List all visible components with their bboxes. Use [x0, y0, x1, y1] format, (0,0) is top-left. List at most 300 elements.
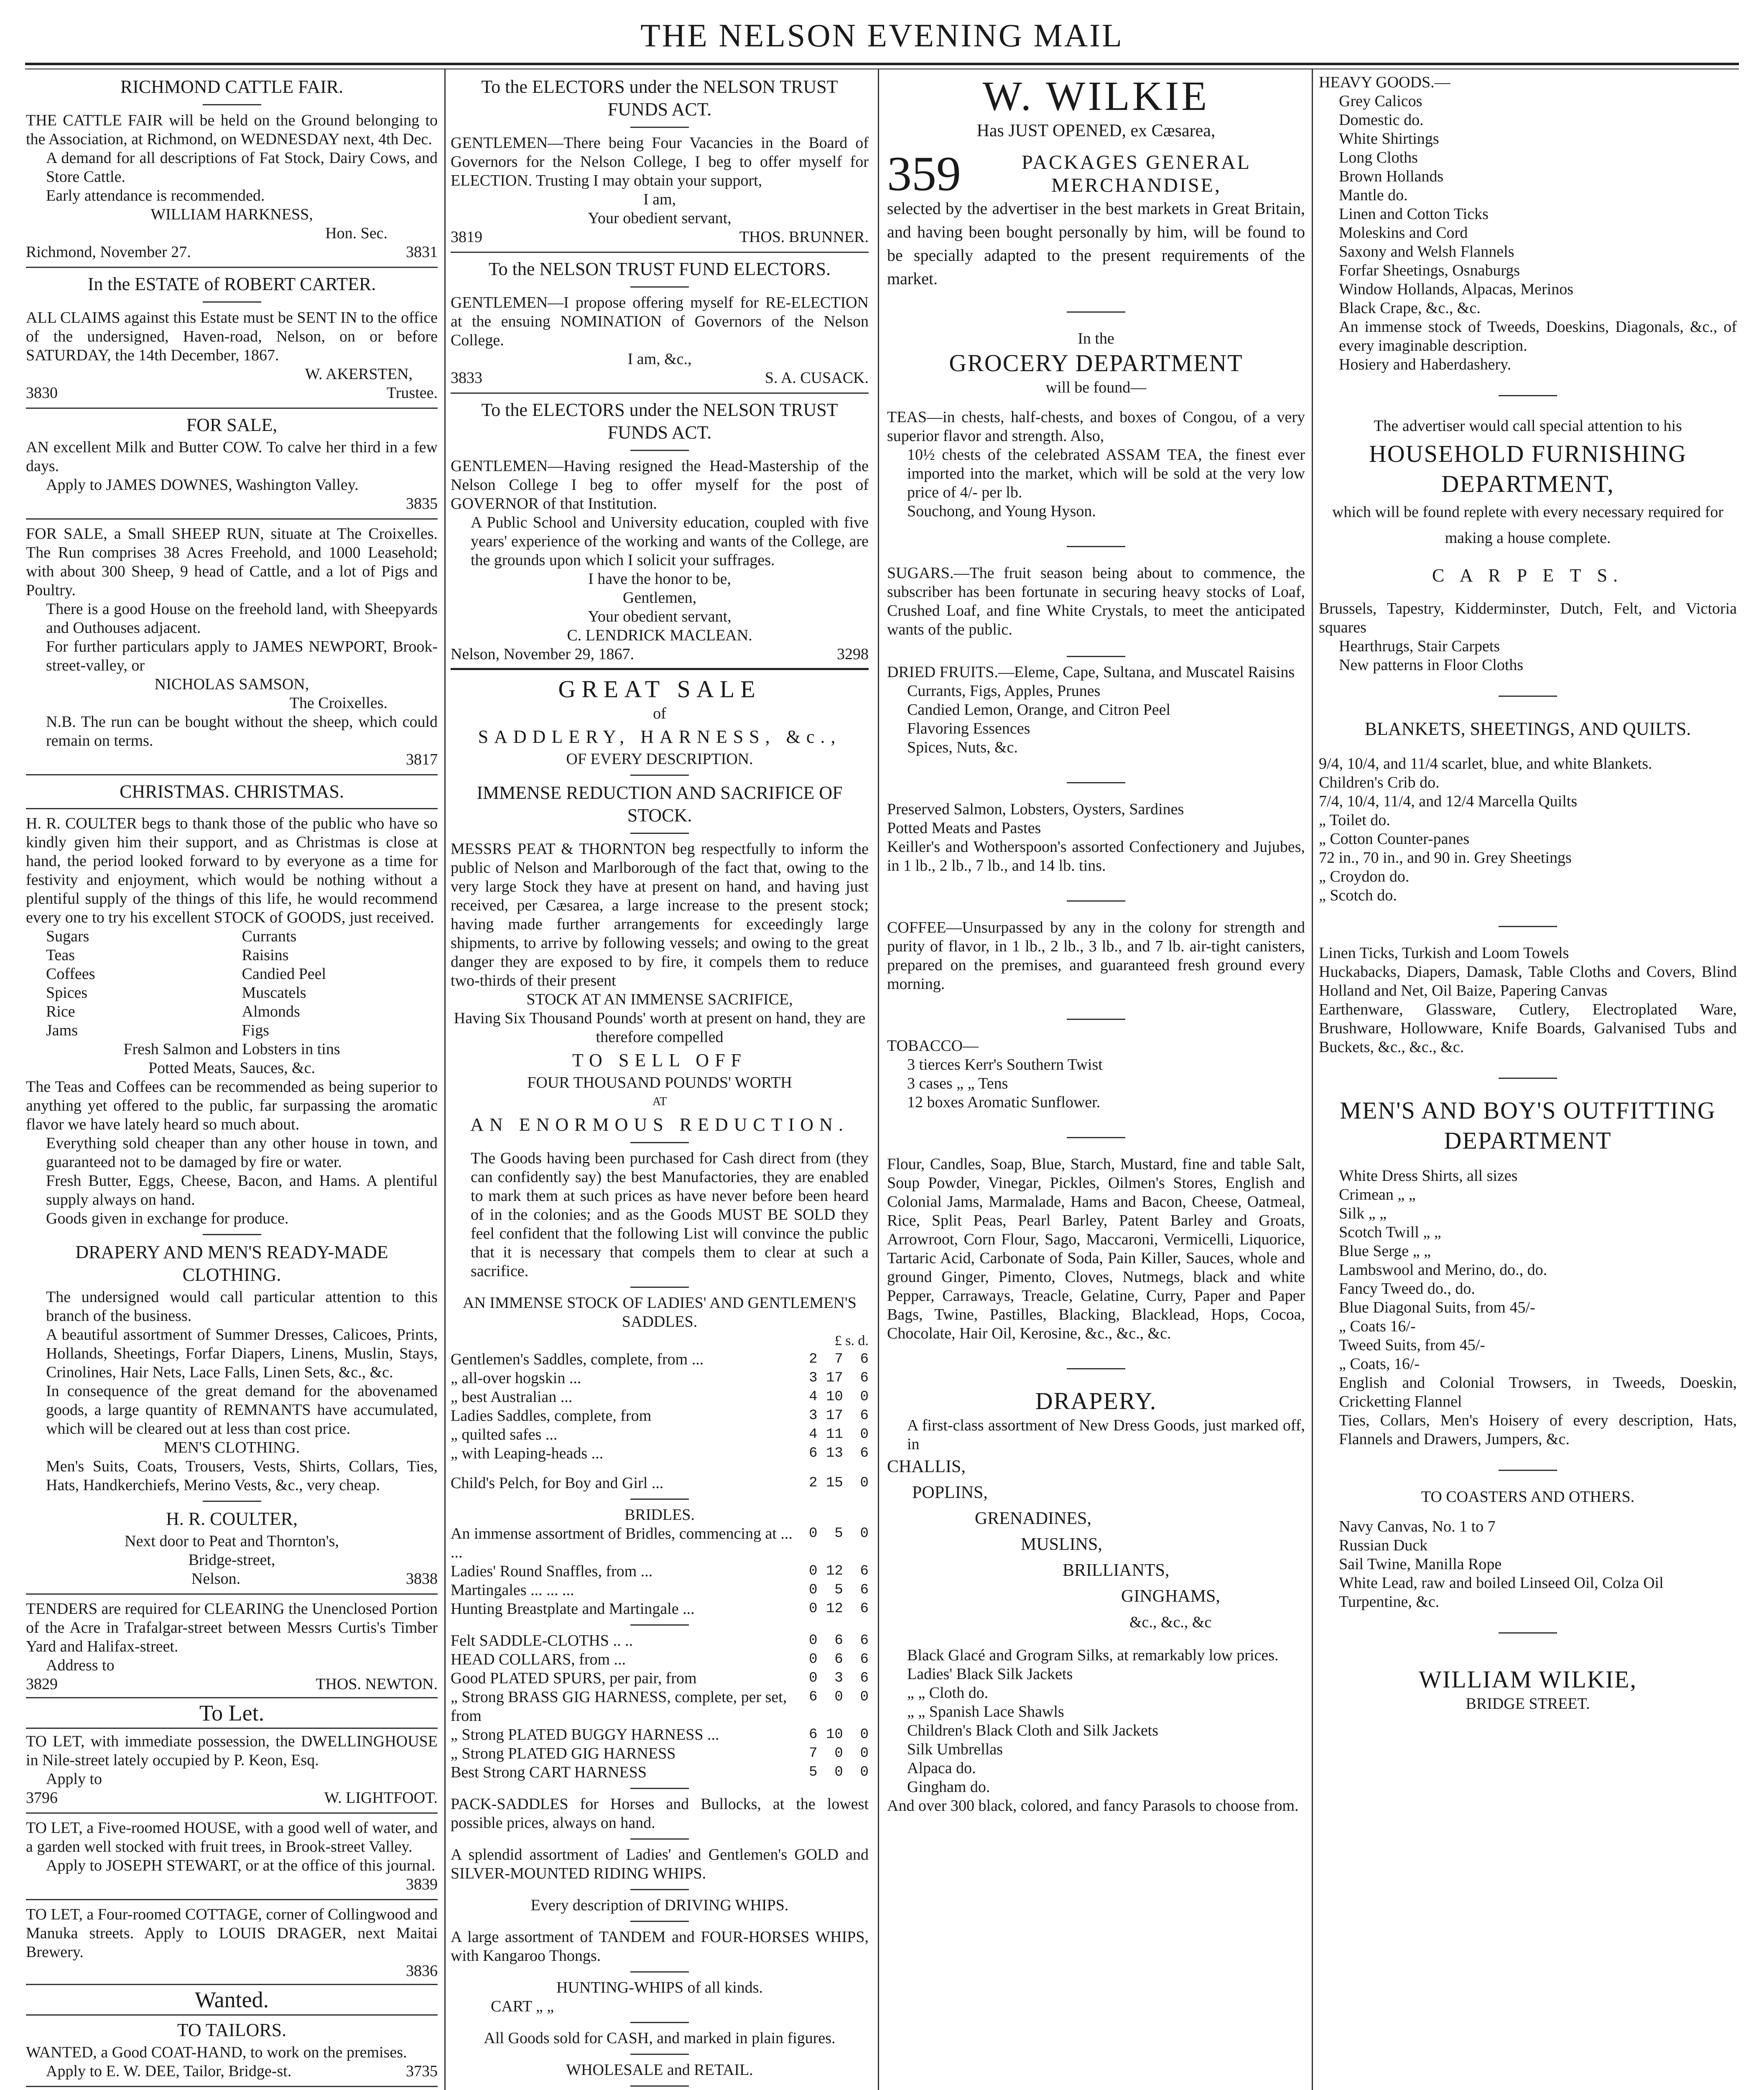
- price-label: „ with Leaping-heads ...: [451, 1445, 604, 1462]
- goods-item: Figs: [242, 1022, 269, 1039]
- ad-body: The Teas and Coffees can be recommended as being superior to anything yet offered to the public, far surpassing the aromatic flavor we have lately heard so much about.: [26, 1078, 438, 1133]
- fabric-item: MUSLINS,: [1021, 1535, 1102, 1554]
- price-amount: 2 7 6: [809, 1351, 869, 1367]
- price-amount: 7 0 0: [809, 1746, 869, 1761]
- ad-body: A first-class assortment of New Dress Goods, just marked off, in: [907, 1417, 1305, 1453]
- ad-number: 3833: [451, 369, 482, 387]
- section-heading-wanted: Wanted.: [26, 1984, 438, 2016]
- ad-subtitle: BRIDLES.: [625, 1506, 695, 1524]
- ad-number: 3839: [406, 1876, 438, 1893]
- list-item: Russian Duck: [1339, 1537, 1428, 1554]
- list-item: 12 boxes Aromatic Sunflower.: [907, 1093, 1101, 1111]
- price-row: [451, 1388, 869, 1407]
- list-item: Ties, Collars, Men's Hoisery of every description, Hats, Flannels and Drawers, Jumpers, &c.: [1339, 1412, 1737, 1448]
- ad-subtitle: OF EVERY DESCRIPTION.: [566, 750, 753, 768]
- price-row: [451, 1524, 869, 1562]
- harness-price-list: [451, 1631, 869, 1782]
- list-item: Hearthrugs, Stair Carpets: [1339, 637, 1500, 655]
- price-row: [451, 1407, 869, 1425]
- department-heading-heavy-goods: HEAVY GOODS.—: [1319, 74, 1450, 91]
- list-item: Fancy Tweed do., do.: [1339, 1280, 1475, 1297]
- goods-item: Muscatels: [242, 984, 306, 1002]
- list-item: 9/4, 10/4, and 11/4 scarlet, blue, and white Blankets.: [1319, 755, 1652, 772]
- ad-body: WANTED, a Good COAT-HAND, to work on the premises.: [26, 2044, 407, 2061]
- ad-number: 3836: [406, 1962, 438, 1980]
- ad-to-let-2: [26, 1819, 438, 1894]
- column-divider: [1312, 69, 1313, 2090]
- package-count: 359: [887, 151, 961, 197]
- heavy-goods-list: [1319, 92, 1737, 374]
- column-4: [1319, 73, 1737, 2090]
- ad-body: Everything sold cheaper than any other house in town, and guaranteed not to be damaged by fire or water.: [46, 1134, 438, 1171]
- ad-body: The advertiser would call special attention to his: [1374, 417, 1682, 435]
- ad-signature: NICHOLAS SAMSON,: [154, 675, 309, 693]
- ad-title: To the ELECTORS under the NELSON TRUST FUNDS ACT.: [481, 400, 838, 443]
- preserved-goods-list: [887, 800, 1305, 875]
- price-currency-header: £ s. d.: [834, 1333, 869, 1348]
- ad-body: ALL CLAIMS against this Estate must be SENT IN to the office of the undersigned, Haven-road, Nelson, on or before SATURDAY, the 14th December, 1867.: [26, 309, 438, 364]
- ad-body: Every description of DRIVING WHIPS.: [530, 1896, 789, 1914]
- department-heading-grocery: GROCERY DEPARTMENT: [949, 349, 1243, 377]
- price-amount: 5 0 0: [809, 1764, 869, 1780]
- list-item: An immense stock of Tweeds, Doeskins, Diagonals, &c., of every imaginable description.: [1339, 318, 1737, 354]
- ad-closing: Your obedient servant,: [588, 209, 732, 227]
- ad-closing: I have the honor to be,: [588, 570, 731, 588]
- list-item: „ Croydon do.: [1319, 868, 1410, 885]
- grocery-sugars: SUGARS.—The fruit season being about to commence, the subscriber has been fortunate in securing heavy stocks of Loaf, Crushed Loaf, and fine White Crystals, to meet the anticipated wants of the public.: [887, 564, 1305, 638]
- goods-item: Sugars: [46, 928, 89, 945]
- price-label: Good PLATED SPURS, per pair, from: [451, 1669, 697, 1687]
- ad-body: Black Glacé and Grogram Silks, at remarkably low prices.: [907, 1647, 1279, 1664]
- ad-body: Apply to JOSEPH STEWART, or at the office of this journal.: [46, 1857, 436, 1874]
- tobacco-list: [887, 1055, 1305, 1112]
- ad-body: selected by the advertiser in the best markets in Great Britain, and having been bought personally by him, will be found to be specially adapted to the present requirements of the market.: [887, 199, 1305, 288]
- list-item: White Lead, raw and boiled Linseed Oil, Colza Oil: [1339, 1574, 1664, 1592]
- price-amount: 2 15 0: [809, 1475, 869, 1491]
- ad-body: A large assortment of TANDEM and FOUR-HORSES WHIPS, with Kangaroo Thongs.: [451, 1928, 869, 1965]
- list-item: Huckabacks, Diapers, Damask, Table Cloths and Covers, Blind Holland and Net, Oil Baize, Papering Canvas: [1319, 963, 1737, 999]
- price-amount: 6 0 0: [809, 1689, 869, 1705]
- ad-body: Men's Suits, Coats, Trousers, Vests, Shirts, Collars, Ties, Hats, Handkerchiefs, Merino Vests, &c., very cheap.: [46, 1458, 438, 1494]
- list-item: Long Cloths: [1339, 149, 1418, 166]
- price-row: [451, 1600, 869, 1618]
- list-item: „ „ Spanish Lace Shawls: [907, 1703, 1064, 1720]
- list-item: Silk „ „: [1339, 1205, 1387, 1222]
- ad-body: WHOLESALE and RETAIL.: [566, 2061, 753, 2079]
- list-item: 72 in., 70 in., and 90 in. Grey Sheetings: [1319, 849, 1572, 867]
- ad-number: 3735: [406, 2062, 438, 2080]
- ad-body: Address to: [46, 1657, 115, 1674]
- goods-item: Jams: [46, 1022, 78, 1039]
- ad-body: Goods given in exchange for produce.: [46, 1210, 289, 1227]
- ad-emphasis: AN ENORMOUS REDUCTION.: [470, 1114, 849, 1135]
- masthead-rule: [25, 63, 1739, 69]
- list-item: Flavoring Essences: [907, 720, 1030, 737]
- price-row: [451, 1763, 869, 1782]
- carpets-list: [1319, 637, 1737, 675]
- blankets-list: [1319, 754, 1737, 905]
- ad-date: Richmond, November 27.: [26, 243, 191, 261]
- list-item: English and Colonial Trowsers, in Tweeds, Doeskin, Cricketting Flannel: [1339, 1374, 1737, 1410]
- column-1: [26, 73, 438, 2090]
- column-divider: [878, 69, 879, 2090]
- price-label: Felt SADDLE-CLOTHS .. ..: [451, 1632, 633, 1649]
- ad-body: GENTLEMEN—I propose offering myself for RE-ELECTION at the ensuing NOMINATION of Governors of the Nelson College.: [451, 294, 869, 349]
- price-row: [451, 1631, 869, 1650]
- ad-role: Trustee.: [386, 384, 438, 402]
- grocery-teas: TEAS—in chests, half-chests, and boxes of Congou, of a very superior flavor and strength. Also,: [887, 408, 1305, 445]
- list-item: New patterns in Floor Cloths: [1339, 656, 1524, 674]
- ad-body: All Goods sold for CASH, and marked in plain figures.: [484, 2029, 836, 2047]
- ad-body: There is a good House on the freehold land, with Sheepyards and Outhouses adjacent.: [46, 600, 438, 637]
- list-item: Saxony and Welsh Flannels: [1339, 243, 1514, 260]
- section-heading-to-let: To Let.: [26, 1697, 438, 1729]
- price-row: [451, 1581, 869, 1600]
- price-row: [451, 1744, 869, 1763]
- price-label: Ladies Saddles, complete, from: [451, 1407, 652, 1425]
- list-item: „ Coats 16/-: [1339, 1318, 1416, 1335]
- carpets-items: Brussels, Tapestry, Kidderminster, Dutch, Felt, and Victoria squares: [1319, 600, 1737, 636]
- ad-body: A splendid assortment of Ladies' and Gentlemen's GOLD and SILVER-MOUNTED RIDING WHIPS.: [451, 1846, 869, 1882]
- list-item: Hosiery and Haberdashery.: [1339, 356, 1512, 373]
- price-amount: 0 12 6: [809, 1563, 869, 1579]
- list-item: White Shirtings: [1339, 130, 1439, 148]
- ad-body: PACK-SADDLES for Horses and Bullocks, at the lowest possible prices, always on hand.: [451, 1795, 869, 1832]
- ad-signature: WILLIAM HARKNESS,: [150, 206, 313, 223]
- list-item: 7/4, 10/4, 11/4, and 12/4 Marcella Quilts: [1319, 793, 1578, 810]
- ad-christmas: [26, 780, 438, 1228]
- list-item: Spices, Nuts, &c.: [907, 739, 1018, 756]
- grocery-teas: Souchong, and Young Hyson.: [907, 502, 1096, 520]
- list-item: Black Crape, &c., &c.: [1339, 299, 1481, 317]
- ad-body: TENDERS are required for CLEARING the Unenclosed Portion of the Acre in Trafalgar-street between Messrs Curtis's Timber Yard and Halifax-street.: [26, 1600, 438, 1655]
- ad-body: TO LET, a Five-roomed HOUSE, with a good well of water, and a garden well stocked with fruit trees, in Brook-street Valley.: [26, 1819, 438, 1856]
- ad-election-cusack: [451, 258, 869, 387]
- price-row: [451, 1688, 869, 1726]
- section-heading-carpets: C A R P E T S.: [1432, 565, 1624, 586]
- price-amount: 0 6 6: [809, 1652, 869, 1667]
- price-row: [451, 1562, 869, 1581]
- department-heading-drapery: DRAPERY.: [1035, 1387, 1157, 1415]
- ad-body: A demand for all descriptions of Fat Stock, Dairy Cows, and Store Cattle.: [46, 149, 438, 186]
- ad-great-sale: [451, 674, 869, 2090]
- price-amount: 0 6 6: [809, 1633, 869, 1649]
- goods-line: Potted Meats, Sauces, &c.: [148, 1059, 315, 1077]
- price-amount: 6 10 0: [809, 1727, 869, 1743]
- fabric-item: POPLINS,: [912, 1483, 988, 1502]
- goods-item: Almonds: [242, 1003, 300, 1020]
- fabric-item: &c., &c., &c: [1129, 1613, 1212, 1631]
- goods-item: Candied Peel: [242, 965, 326, 983]
- price-label: „ Strong BRASS GIG HARNESS, complete, per set, from: [451, 1688, 787, 1725]
- list-item: Blue Serge „ „: [1339, 1242, 1431, 1260]
- ad-body: Apply to JAMES DOWNES, Washington Valley.: [46, 476, 359, 494]
- ad-title: To the NELSON TRUST FUND ELECTORS.: [488, 259, 831, 279]
- list-item: Scotch Twill „ „: [1339, 1223, 1441, 1241]
- ad-body: FOR SALE, a Small SHEEP RUN, situate at The Croixelles. The Run comprises 38 Acres Freehold, and 1000 Leasehold; with about 300 Sheep, 9 head of Cattle, and a lot of Pigs and Poultry.: [26, 525, 438, 599]
- advertiser-address: BRIDGE STREET.: [1466, 1695, 1590, 1713]
- grocery-general: Flour, Candles, Soap, Blue, Starch, Mustard, fine and table Salt, Soup Powder, Vinegar, Pickles, Oilmen's Stores, English and Colonial Jams, Marmalade, Hams and Bacon, Cheese, Oatmeal, Rice, Split Peas, Pearl Barley, Patent Barley and Groats, Arrowroot, Corn Flour, Sago, Maccaroni, Vermicelli, Liquorice, Tartaric Acid, Carbonate of Soda, Pain Killer, Sauces, whole and ground Ginger, Pimento, Cloves, Nutmegs, black and white Pepper, Carraways, Treacle, Gelatine, Curry, Paper and Paper Bags, Twine, Pastilles, Blacking, Blacklead, Hops, Cocoa, Chocolate, Hair Oil, Kerosine, &c., &c., &c.: [887, 1155, 1305, 1342]
- ad-body: In consequence of the great demand for the abovenamed goods, a large quantity of REMNANTS have accumulated, which will be cleared out at less than cost price.: [46, 1382, 438, 1438]
- price-row: [451, 1726, 869, 1744]
- ad-body: HUNTING-WHIPS of all kinds.: [556, 1979, 763, 1996]
- ad-number: 3819: [451, 228, 482, 246]
- column-3: [887, 73, 1305, 2090]
- goods-item: Spices: [46, 984, 88, 1002]
- price-amount: 4 11 0: [809, 1427, 869, 1443]
- price-amount: 3 17 6: [809, 1370, 869, 1386]
- ad-number: 3830: [26, 384, 58, 402]
- department-heading-outfitting: MEN'S AND BOY'S OUTFITTING DEPARTMENT: [1340, 1097, 1716, 1154]
- list-item: Moleskins and Cord: [1339, 224, 1468, 242]
- ad-date: Nelson, November 29, 1867.: [451, 645, 635, 663]
- price-label: Hunting Breastplate and Martingale ...: [451, 1600, 695, 1618]
- ad-address: Bridge-street,: [188, 1551, 275, 1569]
- goods-item: Currants: [242, 928, 297, 945]
- ad-emphasis: AT: [652, 1095, 667, 1108]
- ad-body: CART „ „: [491, 1998, 554, 2015]
- ad-title: DRAPERY AND MEN'S READY-MADE CLOTHING.: [75, 1242, 388, 1285]
- ad-body: MESSRS PEAT & THORNTON beg respectfully to inform the public of Nelson and Marlborough of the fact that, owing to the very large Stock they have at present on hand, and having just received, per Cæsarea, a large increase to the present stock; having made further arrangements for exceedingly large shipments, to arrive by following vessels; and owing to the great danger they are exposed to by fire, it compels them to reduce two-thirds of their present: [451, 840, 869, 989]
- ad-body: A beautiful assortment of Summer Dresses, Calicoes, Prints, Hollands, Sheetings, Forfar Diapers, Linens, Muslin, Stays, Crinolines, Hair Nets, Lace Falls, Linen Sets, &c., &c.: [46, 1326, 438, 1381]
- ad-address: Nelson.: [191, 1570, 241, 1588]
- ad-title: In the ESTATE of ROBERT CARTER.: [87, 274, 376, 294]
- advertiser-name: W. WILKIE: [982, 73, 1210, 119]
- ad-closing: I am,: [643, 191, 676, 208]
- ad-emphasis: STOCK AT AN IMMENSE SACRIFICE,: [526, 991, 793, 1008]
- price-row: [451, 1444, 869, 1463]
- ad-body: In the: [1078, 330, 1114, 347]
- ad-role: Hon. Sec.: [325, 224, 387, 242]
- list-item: Crimean „ „: [1339, 1186, 1416, 1203]
- price-label: „ quilted safes ...: [451, 1426, 558, 1443]
- price-row: [451, 1669, 869, 1688]
- list-item: Alpaca do.: [907, 1759, 976, 1777]
- ad-closing: Your obedient servant,: [588, 608, 732, 625]
- price-amount: 0 12 6: [809, 1601, 869, 1617]
- ad-for-sale-cow: [26, 414, 438, 513]
- bridles-price-list: [451, 1524, 869, 1618]
- ad-body: TO LET, a Four-roomed COTTAGE, corner of Collingwood and Manuka streets. Apply to LOUIS DRAGER, next Maitai Brewery.: [26, 1906, 438, 1961]
- ad-title: RICHMOND CATTLE FAIR.: [120, 76, 344, 97]
- grocery-coffee: COFFEE—Unsurpassed by any in the colony for strength and purity of flavor, in 1 lb., 2 lb., 3 lb., and 7 lb. air-tight canisters, prepared on the premises, and guaranteed fresh ground every morning.: [887, 919, 1305, 993]
- ad-number: 3838: [406, 1570, 438, 1588]
- saddles-price-list: [451, 1350, 869, 1463]
- ad-number: 3831: [406, 243, 438, 261]
- ad-signature: W. AKERSTEN,: [305, 365, 413, 383]
- price-label: „ Strong PLATED BUGGY HARNESS ...: [451, 1726, 719, 1743]
- ad-number: 3835: [406, 495, 438, 512]
- price-row: [451, 1650, 869, 1669]
- packages-heading: PACKAGES GENERAL MERCHANDISE,: [1022, 151, 1251, 196]
- ad-title: GREAT SALE: [558, 675, 761, 703]
- ad-to-let-1: [26, 1732, 438, 1807]
- ad-body: The Goods having been purchased for Cash direct from (they can confidently say) the best Manufactories, they are enabled to mark them at such prices as have never before been heard of in the colonies; and as the Goods MUST BE SOLD they feel confident that the following List will convince the public that it is necessary that compels them to clear at such a sacrifice.: [471, 1150, 869, 1280]
- ad-intro: Has JUST OPENED, ex Cæsarea,: [976, 121, 1216, 140]
- ad-body: Fresh Butter, Eggs, Cheese, Bacon, and Hams. A plentiful supply always on hand.: [46, 1172, 438, 1208]
- grocery-tobacco: TOBACCO—: [887, 1037, 979, 1055]
- ad-title: TO TAILORS.: [177, 2020, 287, 2040]
- list-item: Blue Diagonal Suits, from 45/-: [1339, 1299, 1535, 1316]
- price-label: Best Strong CART HARNESS: [451, 1764, 647, 1781]
- goods-item: Raisins: [242, 946, 289, 964]
- ad-body: will be found—: [1045, 379, 1147, 396]
- dried-fruits-list: [887, 682, 1305, 757]
- ad-subtitle: AN IMMENSE STOCK OF LADIES' AND GENTLEMEN'S SADDLES.: [463, 1294, 857, 1330]
- list-item: Brown Hollands: [1339, 168, 1444, 185]
- fabric-item: BRILLIANTS,: [1063, 1561, 1170, 1580]
- ad-body: And over 300 black, colored, and fancy Parasols to choose from.: [887, 1797, 1299, 1815]
- jackets-list: [887, 1665, 1305, 1797]
- ad-wanted-1: [26, 2043, 438, 2081]
- linen-list: [1319, 944, 1737, 1057]
- ad-body: Apply to: [46, 1770, 102, 1788]
- price-amount: 0 5 0: [809, 1526, 869, 1542]
- goods-item: Rice: [46, 1003, 75, 1020]
- price-label: An immense assortment of Bridles, commencing at ... ...: [451, 1525, 793, 1561]
- ad-closing: Gentlemen,: [622, 589, 697, 607]
- list-item: „ Scotch do.: [1319, 887, 1397, 904]
- list-item: „ Cotton Counter-panes: [1319, 830, 1470, 848]
- ad-address: Next door to Peat and Thornton's,: [125, 1532, 339, 1550]
- ad-body: For further particulars apply to JAMES NEWPORT, Brook-street-valley, or: [46, 638, 438, 674]
- list-item: „ „ Cloth do.: [907, 1684, 989, 1702]
- list-item: Children's Black Cloth and Silk Jackets: [907, 1722, 1159, 1739]
- masthead: THE NELSON EVENING MAIL: [640, 17, 1124, 54]
- goods-item: Teas: [46, 946, 75, 964]
- goods-list: [26, 927, 438, 1040]
- grocery-dried-fruits: DRIED FRUITS.—Eleme, Cape, Sultana, and Muscatel Raisins: [887, 663, 1295, 681]
- list-item: Preserved Salmon, Lobsters, Oysters, Sardines: [887, 800, 1184, 818]
- ad-closing: I am, &c.,: [627, 350, 692, 368]
- column-divider: [444, 69, 446, 2090]
- ad-body: TO LET, with immediate possession, the DWELLINGHOUSE in Nile-street lately occupied by P. Keon, Esq.: [26, 1733, 438, 1769]
- price-row: [451, 1369, 869, 1388]
- price-label: „ all-over hogskin ...: [451, 1369, 581, 1387]
- ad-title: of: [653, 705, 666, 722]
- list-item: Lambswool and Merino, do., do.: [1339, 1261, 1547, 1279]
- list-item: White Dress Shirts, all sizes: [1339, 1167, 1518, 1185]
- list-item: „ Toilet do.: [1319, 811, 1390, 829]
- goods-item: Coffees: [46, 965, 95, 983]
- ad-number: 3796: [26, 1789, 58, 1807]
- ad-signature: W. LIGHTFOOT.: [324, 1789, 438, 1807]
- list-item: Sail Twine, Manilla Rope: [1339, 1555, 1502, 1573]
- ad-election-brunner: [451, 76, 869, 247]
- ad-signature: C. LENDRICK MACLEAN.: [567, 627, 752, 644]
- grocery-teas: 10½ chests of the celebrated ASSAM TEA, the finest ever imported into the market, which will be sold at the very low price of 4/- per lb.: [907, 446, 1305, 501]
- ad-body: which will be found replete with every necessary required for making a house complete.: [1332, 503, 1723, 547]
- price-label: Gentlemen's Saddles, complete, from ...: [451, 1351, 704, 1368]
- price-amount: 4 10 0: [809, 1389, 869, 1405]
- ad-title: CHRISTMAS. CHRISTMAS.: [120, 781, 344, 802]
- ad-body: Apply to E. W. DEE, Tailor, Bridge-st.: [46, 2062, 292, 2080]
- ad-estate-carter: [26, 273, 438, 403]
- ad-note: N.B. The run can be bought without the sheep, which could remain on terms.: [46, 713, 438, 749]
- ad-body: Having Six Thousand Pounds' worth at present on hand, they are therefore compelled: [454, 1009, 866, 1046]
- list-item: Linen Ticks, Turkish and Loom Towels: [1319, 944, 1569, 962]
- ad-election-maclean: [451, 399, 869, 664]
- ad-body: The undersigned would call particular attention to this branch of the business.: [46, 1288, 438, 1325]
- ad-body: GENTLEMEN—There being Four Vacancies in the Board of Governors for the Nelson College, I beg to offer myself for ELECTION. Trusting I may obtain your support,: [451, 134, 869, 189]
- list-item: Children's Crib do.: [1319, 774, 1440, 791]
- list-item: Navy Canvas, No. 1 to 7: [1339, 1518, 1496, 1535]
- list-item: Candied Lemon, Orange, and Citron Peel: [907, 701, 1171, 719]
- list-item: Earthenware, Glassware, Cutlery, Electroplated Ware, Brushware, Hollowware, Knife Boards, Galvanised Tubs and Buckets, &c., &c., &c.: [1319, 1001, 1737, 1056]
- list-item: Grey Calicos: [1339, 92, 1422, 110]
- department-heading-household: HOUSEHOLD FURNISHING DEPARTMENT,: [1369, 440, 1687, 497]
- price-amount: 3 17 6: [809, 1408, 869, 1424]
- ad-body: A Public School and University education, coupled with five years' experience of the working and wants of the College, are the grounds upon which I solicit your suffrages.: [471, 514, 869, 569]
- advertiser-signature: WILLIAM WILKIE,: [1419, 1666, 1637, 1693]
- price-amount: 0 5 6: [809, 1582, 869, 1598]
- ad-cattle-fair: [26, 76, 438, 262]
- ad-body: AN excellent Milk and Butter COW. To calve her third in a few days.: [26, 438, 438, 475]
- price-label: „ best Australian ...: [451, 1388, 573, 1406]
- list-item: „ Coats, 16/-: [1339, 1355, 1420, 1373]
- list-item: Potted Meats and Pastes: [887, 819, 1041, 837]
- list-item: Silk Umbrellas: [907, 1741, 1003, 1758]
- ad-place: The Croixelles.: [289, 694, 387, 712]
- price-row: [451, 1350, 869, 1369]
- ad-number: 3298: [837, 645, 869, 663]
- ad-sheep-run: [26, 525, 438, 769]
- list-item: Forfar Sheetings, Osnaburgs: [1339, 262, 1520, 279]
- ad-body: THE CATTLE FAIR will be held on the Ground belonging to the Association, at Richmond, on WEDNESDAY next, 4th Dec.: [26, 112, 438, 148]
- list-item: Gingham do.: [907, 1778, 990, 1796]
- price-label: Ladies' Round Snaffles, from ...: [451, 1562, 653, 1580]
- list-item: Ladies' Black Silk Jackets: [907, 1665, 1073, 1683]
- ad-subtitle: MEN'S CLOTHING.: [163, 1439, 300, 1456]
- fabrics-list: [887, 1454, 1305, 1635]
- ad-number: 3829: [26, 1675, 58, 1693]
- ad-signature: THOS. NEWTON.: [316, 1675, 438, 1693]
- ad-title: IMMENSE REDUCTION AND SACRIFICE OF STOCK.: [477, 782, 843, 826]
- list-item: Linen and Cotton Ticks: [1339, 205, 1489, 223]
- coasters-list: [1319, 1517, 1737, 1611]
- price-amount: 0 3 6: [809, 1670, 869, 1686]
- fabric-item: GRENADINES,: [975, 1509, 1091, 1528]
- section-heading-coasters: TO COASTERS AND OTHERS.: [1421, 1488, 1635, 1506]
- list-item: Mantle do.: [1339, 186, 1408, 204]
- ad-title: SADDLERY, HARNESS, &c.,: [478, 726, 841, 747]
- list-item: Tweed Suits, from 45/-: [1339, 1336, 1485, 1354]
- list-item: Domestic do.: [1339, 111, 1424, 129]
- ad-number: 3817: [406, 751, 438, 768]
- outfitting-list: [1319, 1167, 1737, 1449]
- list-item: Currants, Figs, Apples, Prunes: [907, 682, 1101, 700]
- ad-signature: THOS. BRUNNER.: [739, 228, 869, 246]
- price-row: [451, 1474, 869, 1493]
- price-amount: 6 13 6: [809, 1445, 869, 1461]
- price-label: Child's Pelch, for Boy and Girl ...: [451, 1474, 664, 1492]
- list-item: Window Hollands, Alpacas, Merinos: [1339, 280, 1574, 298]
- section-heading-blankets: BLANKETS, SHEETINGS, AND QUILTS.: [1364, 719, 1691, 739]
- price-label: „ Strong PLATED GIG HARNESS: [451, 1745, 676, 1762]
- ad-emphasis: FOUR THOUSAND POUNDS' WORTH: [527, 1074, 792, 1091]
- goods-line: Fresh Salmon and Lobsters in tins: [123, 1040, 340, 1058]
- ad-body: H. R. COULTER begs to thank those of the public who have so kindly given him their support, and as Christmas is close at hand, the period looked forward to by everyone as a time for festivity and enjoyment, which would be nothing without a plentiful supply of the things of this life, he would recommend every one to try his excellent STOCK of GOODS, just received.: [26, 815, 438, 926]
- list-item: 3 cases „ „ Tens: [907, 1075, 1008, 1092]
- ad-emphasis: TO SELL OFF: [572, 1050, 747, 1070]
- ad-to-let-3: [26, 1905, 438, 1980]
- list-item: Turpentine, &c.: [1339, 1593, 1440, 1611]
- fabric-item: GINGHAMS,: [1121, 1587, 1220, 1606]
- price-row: [451, 1425, 869, 1444]
- ad-signature: S. A. CUSACK.: [765, 369, 869, 387]
- column-2: [451, 73, 869, 2090]
- price-label: HEAD COLLARS, from ...: [451, 1651, 626, 1668]
